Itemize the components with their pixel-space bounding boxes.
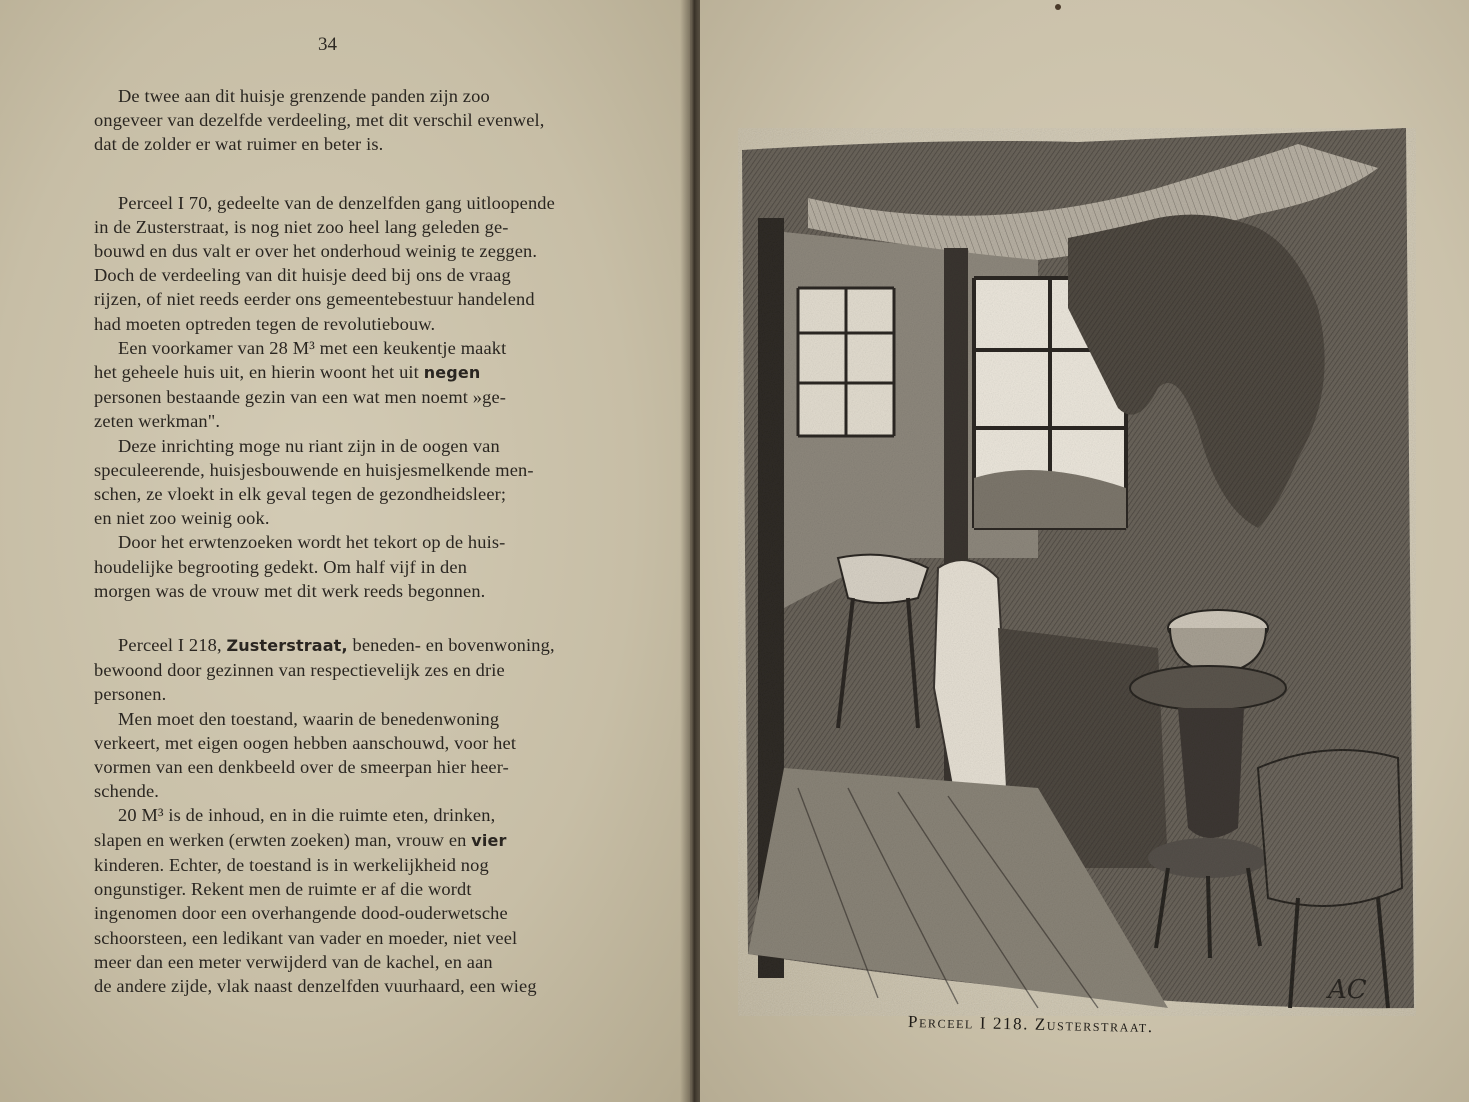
paragraph (94, 336, 606, 434)
interior-illustration (738, 128, 1416, 1016)
text-line: in de Zusterstraat, is nog niet zoo heel lang geleden ge- (94, 216, 509, 237)
text-line: Men moet den toestand, waarin de benedenwoning (118, 708, 500, 729)
text-line: ongeveer van dezelfde verdeeling, met dit verschil evenwel, (94, 110, 545, 131)
text-line: De twee aan dit huisje grenzende panden zijn zoo (118, 86, 490, 106)
text-line: verkeert, met eigen oogen hebben aanschouwd, voor het (94, 732, 517, 753)
bold-word: negen (423, 363, 481, 383)
text-line: bewoond door gezinnen van respectievelijk zes en drie (94, 660, 505, 681)
text-line: bouwd en dus valt er over het onderhoud weinig te zeggen. (94, 241, 538, 262)
left-page-text (94, 84, 606, 998)
paragraph (94, 707, 606, 804)
paragraph (94, 84, 606, 157)
text-line: rijzen, of niet reeds eerder ons gemeentebestuur handelend (94, 289, 535, 310)
text-line: slapen en werken (erwten zoeken) man, vrouw en (94, 829, 467, 850)
text-line: had moeten optreden tegen de revolutiebouw. (94, 313, 436, 334)
text-line: zeten werkman". (94, 411, 221, 432)
text-line: Perceel I 70, gedeelte van de denzelfden gang uitloopende (118, 192, 555, 213)
text-line: Een voorkamer van 28 M³ met een keukentje maakt (118, 337, 507, 358)
text-line: morgen was de vrouw met dit werk reeds begonnen. (94, 580, 486, 601)
paragraph (94, 803, 606, 998)
text-line: schen, ze vloekt in elk geval tegen de gezondheidsleer; (94, 484, 507, 505)
bold-word: Zusterstraat, (226, 636, 348, 656)
left-page (0, 0, 690, 1102)
paragraph (94, 530, 606, 603)
text-line: Door het erwtenzoeken wordt het tekort op de huis- (118, 532, 506, 553)
text-line: ingenomen door een overhangende dood-ouderwetsche (94, 903, 508, 924)
text-line: personen bestaande gezin van een wat men noemt »ge- (94, 387, 507, 408)
text-line: speculeerende, huisjesbouwende en huisjesmelkende men- (94, 459, 534, 480)
text-line: schoorsteen, een ledikant van vader en moeder, niet veel (94, 927, 518, 948)
paragraph (94, 633, 606, 707)
text-line: het geheele huis uit, en hierin woont het uit (94, 362, 419, 383)
illustration-caption: Perceel I 218. Zusterstraat. (907, 1012, 1154, 1037)
paragraph (94, 191, 606, 336)
text-line: schende. (94, 781, 160, 802)
text-line: Perceel I 218, (118, 635, 222, 656)
text-line: meer dan een meter verwijderd van de kachel, en aan (94, 951, 493, 972)
text-line: houdelijke begrooting gedekt. Om half vijf in den (94, 556, 468, 577)
text-line: vormen van een denkbeeld over de smeerpan hier heer- (94, 757, 509, 778)
text-line: Doch de verdeeling van dit huisje deed bij ons de vraag (94, 265, 511, 286)
text-line: personen. (94, 684, 167, 705)
text-line: beneden- en bovenwoning, (352, 635, 555, 656)
text-line: Deze inrichting moge nu riant zijn in de oogen van (118, 435, 500, 456)
paragraph (94, 434, 606, 531)
text-line: kinderen. Echter, de toestand is in werkelijkheid nog (94, 854, 489, 875)
bold-word: vier (471, 830, 507, 850)
text-line: de andere zijde, vlak naast denzelfden vuurhaard, een wieg (94, 975, 537, 996)
page-number: 34 (318, 34, 337, 55)
paper-speck (1055, 4, 1061, 10)
text-line: dat de zolder er wat ruimer en beter is. (94, 134, 384, 155)
artist-signature: AC (1328, 975, 1367, 1005)
text-line: 20 M³ is de inhoud, en in die ruimte eten, drinken, (118, 805, 496, 826)
text-line: en niet zoo weinig ook. (94, 508, 270, 529)
lithograph-image (738, 128, 1416, 1016)
text-line: ongunstiger. Rekent men de ruimte er af die wordt (94, 879, 472, 900)
